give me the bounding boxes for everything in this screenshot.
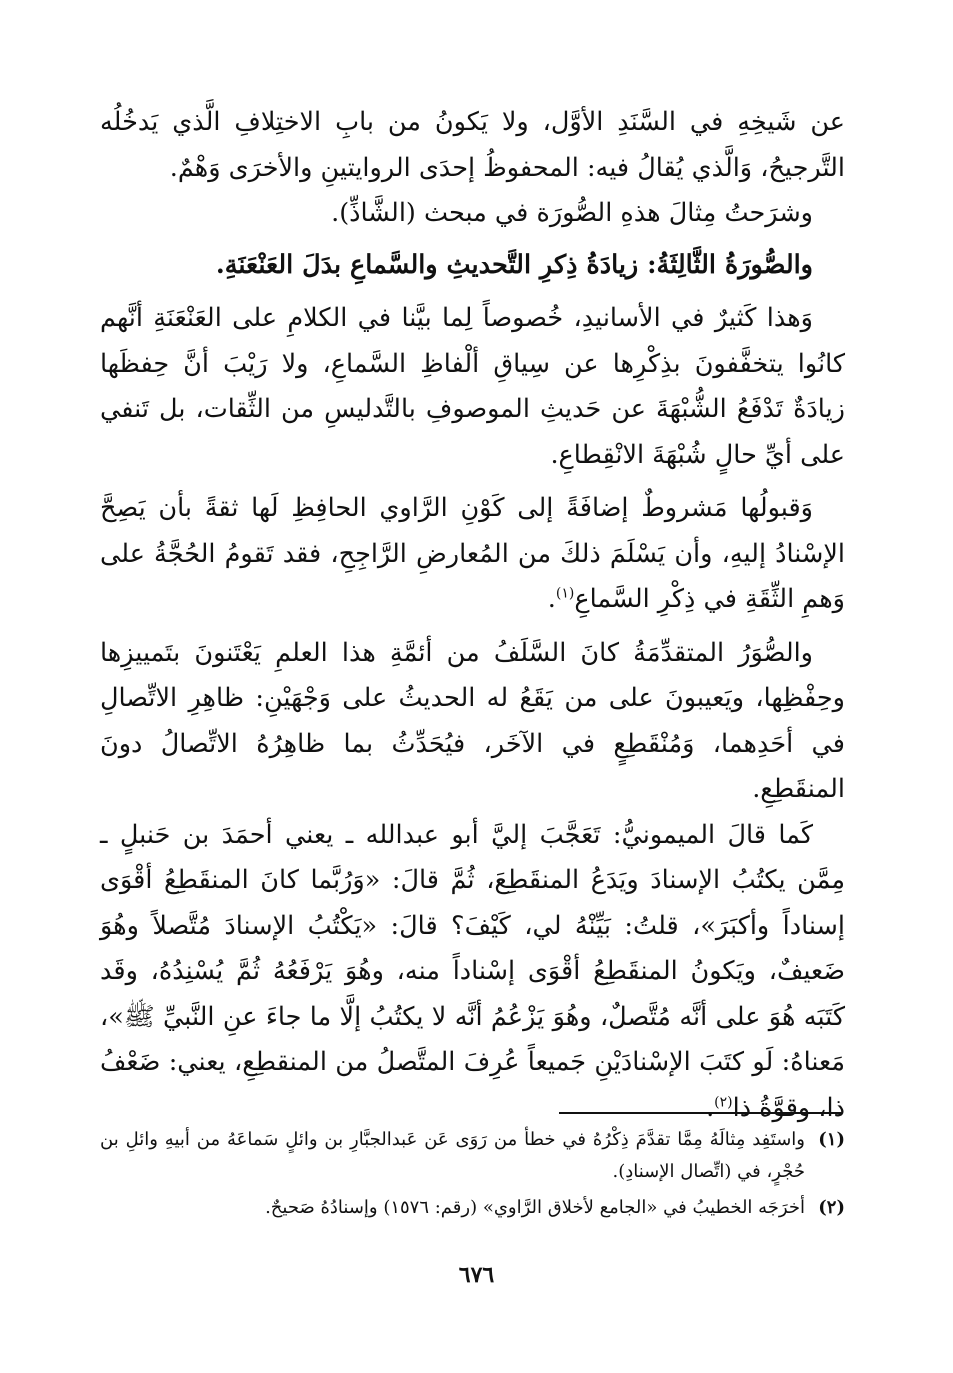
main-text: [100, 100, 845, 1131]
paragraph-3: وَهذا كَثيرٌ في الأسانيدِ، خُصوصاً لِما بيَّنا في الكلامِ على العَنْعَنَةِ أنَّهم كانُوا يتخفَّفونَ بذِكْرِها عن سِياقِ ألْفاظِ السَّماعِ، ولا رَيْبَ أنَّ حِفظَها زيادَةٌ تَدْفَعُ الشُّبْهَةَ عن حَديثِ الموصوفِ بالتَّدليسِ من الثِّقات، بل تَنفي على أيِّ حالٍ شُبْهَةَ الانْقِطاعِ.: [100, 303, 845, 470]
section-heading: والصُّورَةُ الثَّالِثَةُ: زيادَةُ ذِكرِ التَّحديثِ والسَّماعِ بدَلَ العَنْعَنَةِ.: [215, 249, 813, 280]
footnote-2: [100, 1192, 845, 1224]
paragraph-5: والصُّوَرُ المتقدِّمَةُ كانَ السَّلَفُ من أئمَّةِ هذا العلمِ يَعْتَنونَ بتَمييزِها وحِفْظِها، ويَعيبونَ على من يَقَعُ له الحديثُ على وَجْهَيْنِ: ظاهِرِ الاتِّصالِ في أحَدِهما، وَمُنْقَطِعٍ في الآخَر، فيُحَدِّثُ بما ظاهِرُهُ الاتِّصالُ دونَ المنقَطِعِ.: [100, 637, 845, 804]
footnotes: [100, 1124, 845, 1228]
footnote-divider: [559, 1112, 841, 1114]
footnote-text: واستَفِد مِثالَهُ مِمَّا تقدَّمَ ذِكْرُهُ في خطأ من رَوَى عَن عَبدالجبَّارِ بن وائلٍ سَماعَهُ من أبيهِ وائلِ بن حُجْرٍ، في (اتِّصال الإسنادِ).: [100, 1129, 805, 1182]
paragraph-2: وشرَحتُ مِثالَ هذهِ الصُّورَة في مبحث (الشَّاذِّ).: [331, 198, 813, 228]
paragraph-6-text: كَما قالَ الميمونيُّ: تَعَجَّبَ إليَّ أبو عبدالله ـ يعني أحمَدَ بن حَنبلٍ ـ مِمَّن يكتُبُ الإسنادَ ويَدَعُ المنقَطِعَ، ثُمَّ قالَ: «وَرُبَّما كانَ المنقَطِعُ أقْوَى إسناداً وأكبَرَ»، قلتُ: بَيِّنْهُ لي، كَيْفَ؟ قالَ: «يَكْتُبُ الإسنادَ مُتَّصلاً وهُوَ ضَعيفٌ، ويَكونُ المنقَطِعُ أقْوَى إسْناداً منه، وهُوَ يَرْفَعُهُ ثُمَّ يُسْنِدُهُ، وقَد كَتَبَه هُوَ على أنَّه مُتَّصلٌ، وهُوَ يَزْعُمُ أنَّه لا يكتُبُ إلَّا ما جاءَ عنِ النَّبيِّ ﷺ»، مَعناهُ: لَو كتَبَ الإسْنادَيْنِ جَميعاً عُرِفَ المتَّصلُ من المنقطِعِ، يعني: ضَعْفُ ذا، وقوَّةُ ذا: [100, 819, 845, 1123]
footnote-number: (٢): [818, 1197, 845, 1218]
paragraph-6: كَما قالَ الميمونيُّ: تَعَجَّبَ إليَّ أبو عبدالله ـ يعني أحمَدَ بن حَنبلٍ ـ مِمَّن يكتُبُ الإسنادَ ويَدَعُ المنقَطِعَ، ثُمَّ قالَ: «وَرُبَّما كانَ المنقَطِعُ أقْوَى إسناداً وأكبَرَ»، قلتُ: بَيِّنْهُ لي، كَيْفَ؟ قالَ: «يَكْتُبُ الإسنادَ مُتَّصلاً وهُوَ ضَعيفٌ، ويَكونُ المنقَطِعُ أقْوَى إسْناداً منه، وهُوَ يَرْفَعُهُ ثُمَّ يُسْنِدُهُ، وقَد كَتَبَه هُوَ على أنَّه مُتَّصلٌ، وهُوَ يَزْعُمُ أنَّه لا يكتُبُ إلَّا ما جاءَ عنِ النَّبيِّ ﷺ»، مَعناهُ: لَو كتَبَ الإسْنادَيْنِ جَميعاً عُرِفَ المتَّصلُ من المنقطِعِ، يعني: ضَعْفُ ذا، وقوَّةُ ذا$^{(٢)}$.: [100, 819, 845, 1123]
footnote-text: أخرَجَه الخطيبُ في «الجامع لأخلاق الرَّاوي» (رقم: ١٥٧٦) وإسنادُهُ صَحيحٌ.: [265, 1197, 805, 1218]
paragraph-4: وَقبولُها مَشروطٌ إضافَةً إلى كَوْنِ الرَّاوي الحافِظِ لَها ثقةً بأن يَصِحَّ الإسْنادُ إليهِ، وأن يَسْلَمَ ذلكَ من المُعارضِ الرَّاجِحِ، فقد تَقومُ الحُجَّةُ على وَهمِ الثِّقَةِ في ذِكْرِ السَّماعِ$^{(١)}$.: [100, 493, 845, 614]
footnote-1: [100, 1124, 845, 1188]
footnote-ref-2[interactable]: (٢): [714, 1094, 733, 1110]
paragraph-1: عن شَيخِهِ في السَّنَدِ الأوَّل، ولا يَكونُ من بابِ الاختِلافِ الَّذي يَدخُلُه التَّرجيحُ، وَالَّذي يُقالُ فيه: المحفوظُ إحدَى الروايتينِ والأخرَى وَهْمٌ.: [100, 107, 845, 183]
footnote-number: (١): [818, 1129, 845, 1150]
footnote-ref-1[interactable]: (١): [555, 585, 575, 602]
page-number: ٦٧٦: [458, 1262, 495, 1288]
paragraph-4-text: وَقبولُها مَشروطٌ إضافَةً إلى كَوْنِ الرَّاوي الحافِظِ لَها ثقةً بأن يَصِحَّ الإسْنادُ إليهِ، وأن يَسْلَمَ ذلكَ من المُعارضِ الرَّاجِحِ، فقد تَقومُ الحُجَّةُ على وَهمِ الثِّقَةِ في ذِكْرِ السَّماعِ: [100, 493, 845, 614]
